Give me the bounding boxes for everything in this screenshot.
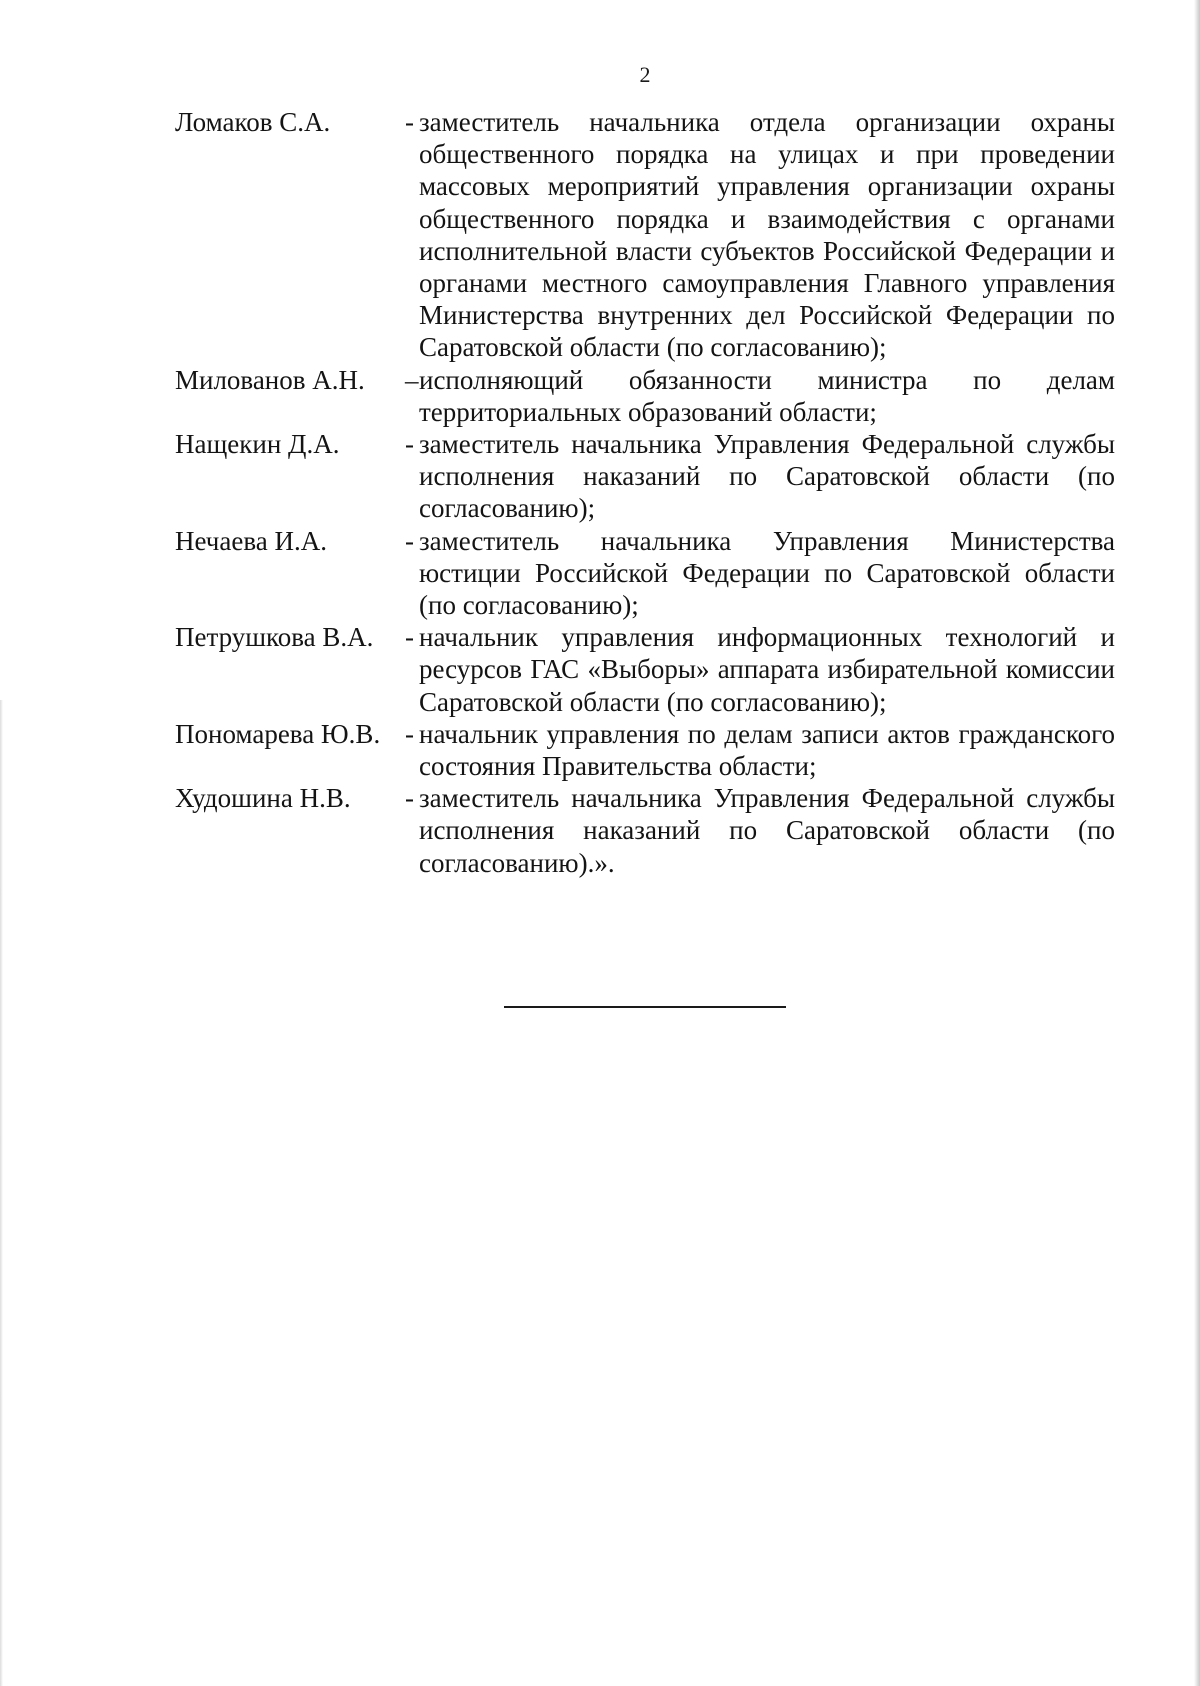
member-description: заместитель начальника отдела организации охраны общественного порядка на улицах и при проведении массовых мероприятий управления организации охраны общественного порядка и взаимодействия с органами исполнительной власти субъектов Российской Федерации и органами местного самоуправления Главного управления Министерства внутренних дел Российской Федерации по Саратовской области (по согласованию);	[419, 107, 1115, 363]
member-name: Худошина Н.В.	[175, 783, 351, 814]
member-name: Пономарева Ю.В.	[175, 718, 381, 749]
member-name: Ломаков С.А.	[175, 107, 331, 137]
member-description: начальник управления информационных технологий и ресурсов ГАС «Выборы» аппарата избирательной комиссии Саратовской области (по согласованию);	[419, 622, 1115, 717]
member-description: начальник управления по делам записи актов гражданского состояния Правительства области;	[419, 718, 1115, 782]
member-entry	[175, 428, 1115, 525]
member-description: заместитель начальника Управления Министерства юстиции Российской Федерации по Саратовской области (по согласованию);	[419, 525, 1115, 621]
scan-edge-right	[1194, 0, 1200, 1686]
member-name: Нечаева И.А.	[175, 525, 327, 556]
member-entry	[175, 621, 1115, 718]
member-name: Петрушкова В.А.	[175, 622, 374, 653]
page-number: 2	[639, 62, 651, 87]
scan-edge-left	[0, 700, 3, 1686]
member-entry	[175, 782, 1115, 879]
member-dash: -	[405, 429, 414, 460]
member-dash: -	[405, 525, 414, 556]
member-name: Милованов А.Н.	[175, 364, 365, 395]
member-entry	[175, 718, 1115, 782]
member-description: заместитель начальника Управления Федеральной службы исполнения наказаний по Саратовской области (по согласованию).».	[419, 783, 1115, 878]
member-dash: -	[405, 783, 414, 814]
member-dash: -	[405, 622, 414, 653]
member-dash: -	[405, 107, 414, 137]
member-dash: –	[405, 364, 419, 395]
member-dash: -	[405, 718, 414, 749]
member-entry	[175, 364, 1115, 428]
member-entry	[175, 106, 1115, 364]
member-description: исполняющий обязанности министра по делам территориальных образований области;	[419, 364, 1115, 427]
member-description: заместитель начальника Управления Федеральной службы исполнения наказаний по Саратовской области (по согласованию);	[419, 429, 1115, 524]
member-list	[175, 106, 1115, 879]
member-entry	[175, 525, 1115, 622]
member-name: Нащекин Д.А.	[175, 429, 340, 460]
closing-divider	[504, 1006, 786, 1008]
